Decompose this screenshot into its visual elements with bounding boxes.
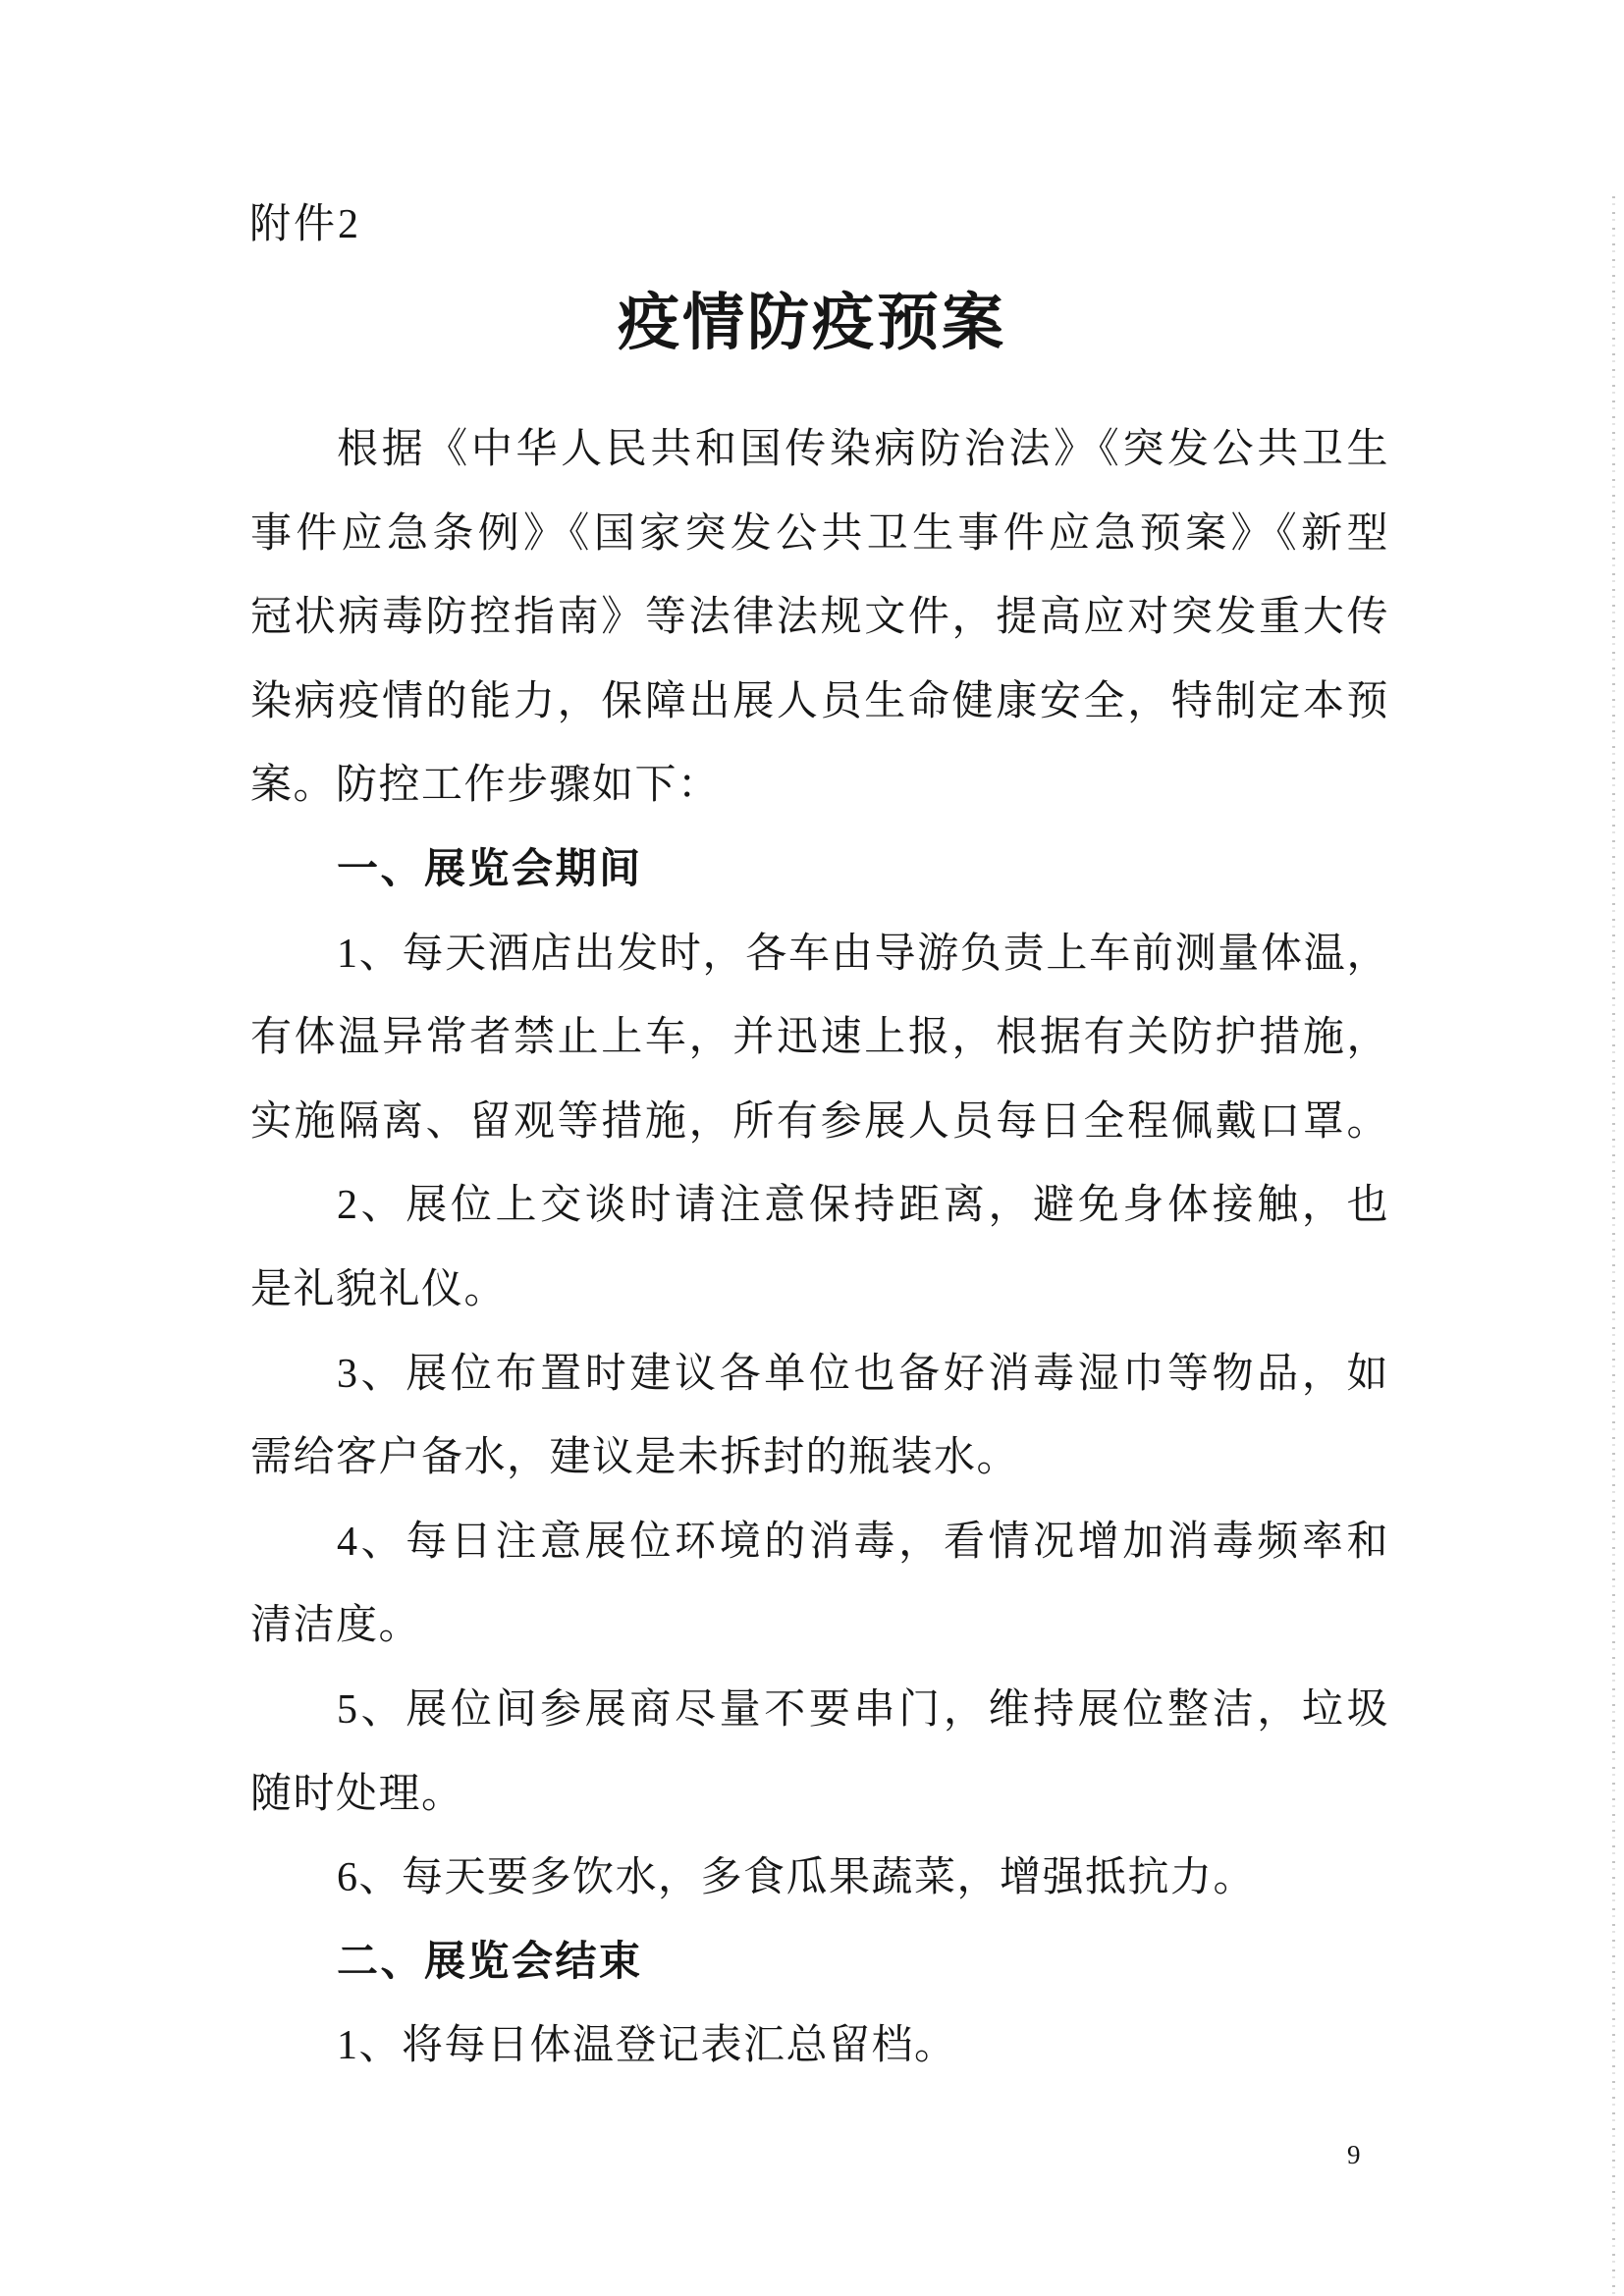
text-line: 清洁度。 xyxy=(250,1603,422,1649)
text-line: 3、展位布置时建议各单位也备好消毒湿巾等物品，如 xyxy=(337,1351,1389,1397)
text-line: 2、展位上交谈时请注意保持距离，避免身体接触，也 xyxy=(337,1183,1389,1229)
text-line: 有体温异常者禁止上车，并迅速上报，根据有关防护措施， xyxy=(250,1015,1389,1061)
text-line: 1、将每日体温登记表汇总留档。 xyxy=(337,2023,957,2069)
text-line: 随时处理。 xyxy=(250,1771,464,1817)
text-line: 6、每天要多饮水，多食瓜果蔬菜，增强抵抗力。 xyxy=(337,1855,1257,1901)
text-line: 1、每天酒店出发时，各车由导游负责上车前测量体温， xyxy=(337,931,1389,977)
attachment-label: 附件2 xyxy=(249,202,362,247)
text-line: 事件应急条例》《国家突发公共卫生事件应急预案》《新型 xyxy=(250,510,1389,557)
text-line: 根据《中华人民共和国传染病防治法》《突发公共卫生 xyxy=(337,427,1389,472)
document-title: 疫情防疫预案 xyxy=(618,289,1006,357)
section-heading-line: 一、展览会期间 xyxy=(337,846,643,892)
document-body xyxy=(250,408,1389,2089)
text-line: 案。防控工作步骤如下： xyxy=(250,763,721,809)
text-line: 实施隔离、留观等措施，所有参展人员每日全程佩戴口罩。 xyxy=(250,1098,1389,1145)
text-line: 4、每日注意展位环境的消毒，看情况增加消毒频率和 xyxy=(337,1519,1389,1565)
text-line: 染病疫情的能力，保障出展人员生命健康安全，特制定本预 xyxy=(250,678,1389,724)
text-line: 是礼貌礼仪。 xyxy=(250,1266,508,1312)
section-heading-line: 二、展览会结束 xyxy=(337,1939,643,1985)
page-number: 9 xyxy=(1347,2140,1361,2169)
text-line: 冠状病毒防控指南》等法律法规文件，提高应对突发重大传 xyxy=(250,595,1389,641)
text-line: 需给客户备水，建议是未拆封的瓶装水。 xyxy=(250,1435,1020,1481)
text-line: 5、展位间参展商尽量不要串门，维持展位整洁，垃圾 xyxy=(337,1686,1389,1733)
scan-edge-noise-artifact xyxy=(1612,196,1615,2296)
